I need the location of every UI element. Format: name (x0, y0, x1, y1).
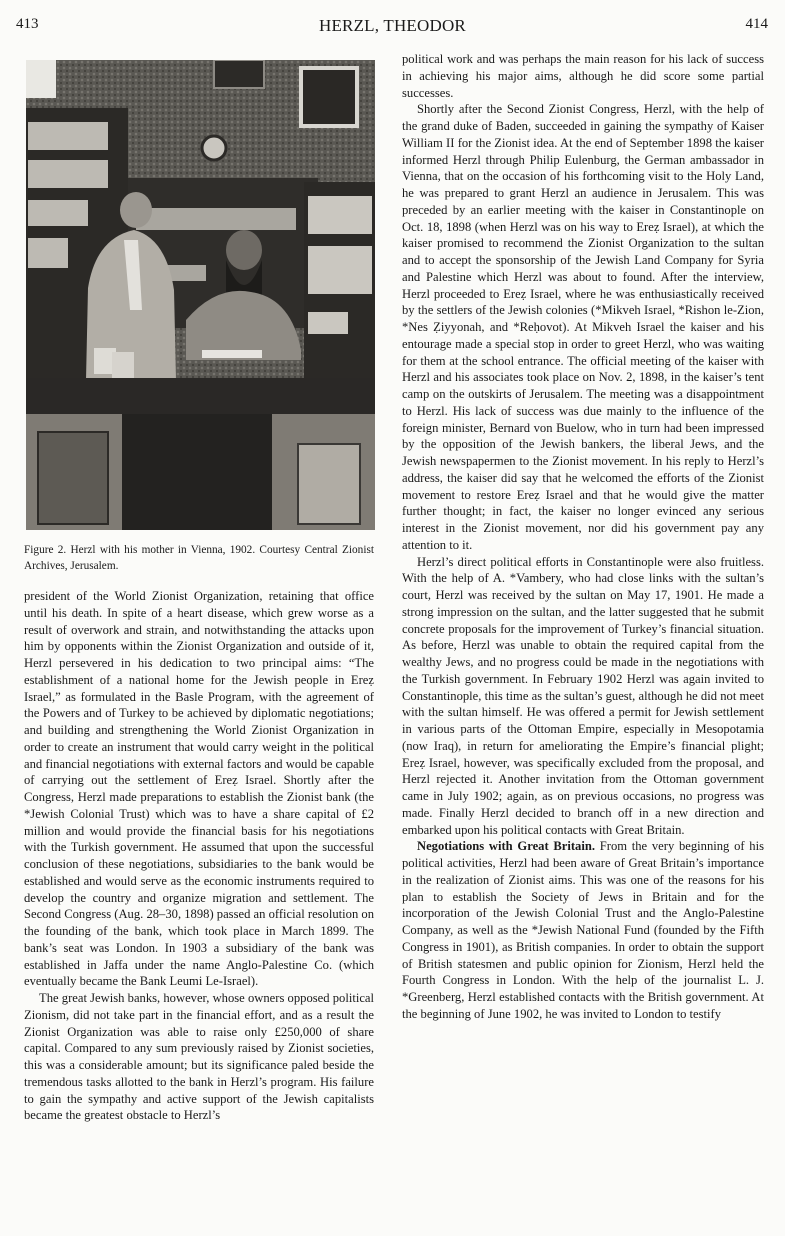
section-paragraph (402, 838, 764, 1022)
photo-herzl-with-mother (26, 60, 375, 530)
section-text: From the very beginning of his political activities, Herzl had been aware of Great Britain’s importance in the realization of Zionist aims. This was one of the reasons for his plan to establish the Society of Jews in Britain and for the incorporation of the Jewish Colonial Trust and the Anglo-Palestine Company, as well as the *Jewish National Fund (founded by the Fifth Congress in 1901), as British companies. In order to obtain the support of British statesmen and public opinion for Zionism, Herzl held the Fourth Congress in London. With the help of the journalist L. J. *Greenberg, Herzl established contacts with the British government. At the beginning of June 1902, he was invited to London to testify (402, 839, 764, 1021)
page-number-right: 414 (745, 16, 768, 32)
page-number-left: 413 (16, 16, 39, 32)
paragraph: The great Jewish banks, however, whose owners opposed political Zionism, did not take part in the financial effort, and as a result the Zionist Organization was able to raise only £250,000 of share capital. Compared to any sum previously raised by Zionist societies, this was a considerable amount; but its significance paled beside the tremendous tasks allotted to the bank in Herzl’s program. His failure to gain the sympathy and active support of the Jewish capitalists became the greatest obstacle to Herzl’s (24, 991, 374, 1123)
running-head: HERZL, THEODOR (319, 16, 466, 35)
paragraph: political work and was perhaps the main reason for his lack of success in achieving his major aims, although he did score some partial successes. (402, 52, 764, 100)
paragraph: president of the World Zionist Organization, retaining that office until his death. In spite of a heart disease, which grew worse as a result of overwork and strain, and notwithstanding the attacks upon him by opponents within the Zionist Organization and outside of it, Herzl persevered in his dedication to two principal aims: “The establishment of a national home for the Jewish people in Ereẓ Israel,” as formulated in the Basle Program, with the agreement of the Powers and of Turkey to be achieved by diplomatic negotiations; and building and strengthening the World Zionist Organization in order to create an instrument that would carry weight in the political and financial negotiations with external factors and would be capable of carrying out the settlement of Ereẓ Israel. Shortly after the Congress, Herzl made preparations to establish the Zionist bank (the *Jewish Colonial Trust) which was to have a share capital of £2 million and would provide the financial basis for his negotiations with the Turkish government. He assumed that upon the successful conclusion of these negotiations, subsidiaries to the bank would be established and would serve as the economic instruments required to develop the country and organize migration and settlement. The Second Congress (Aug. 28–30, 1898) passed an official resolution on the founding of the bank, which took place in March 1899. The bank’s seat was London. In 1903 a subsidiary of the bank was established in Jaffa under the name Anglo-Palestine Co. (which eventually became the Bank Leumi Le-Israel). (24, 589, 374, 989)
section-heading: Negotiations with Great Britain. (417, 839, 596, 854)
figure-photograph (26, 60, 375, 530)
paragraph: Herzl’s direct political efforts in Constantinople were also fruitless. With the help of A. *Vambery, who had close links with the sultan’s court, Herzl was received by the sultan on May 17, 1901. He made a strong impression on the sultan, and the latter suggested that he submit concrete proposals for the improvement of Turkey’s financial situation. As before, Herzl was unable to obtain the required capital from the wealthy Jews, and no progress could be made in the negotiations with the Turkish government. In February 1902 Herzl was again invited to Constantinople, this time as the sultan’s guest, although he did not meet with the sultan himself. He was offered a permit for Jewish settlement in various parts of the Ottoman Empire, especially in Mesopotamia (now Iraq), in return for ameliorating the Empire’s financial plight; Ereẓ Israel, however, was specifically excluded from the proposal, and Herzl rejected it. Another invitation from the Ottoman government came in July 1902; again, as on previous occasions, no progress was made. Finally Herzl decided to branch off in a new direction and embarked upon his political contacts with Great Britain. (402, 554, 764, 837)
right-column (402, 51, 764, 1023)
left-column (24, 588, 374, 1124)
figure-caption: Figure 2. Herzl with his mother in Vienna, 1902. Courtesy Central Zionist Archives, Jerusalem. (24, 544, 374, 572)
paragraph: Shortly after the Second Zionist Congress, Herzl, with the help of the grand duke of Baden, succeeded in gaining the sympathy of Kaiser William II for the Zionist idea. At the end of September 1898 the kaiser informed Herzl through Philip Eulenburg, the German ambassador in Vienna, that on the occasion of his forthcoming visit to the Holy Land, he was prepared to grant Herzl an audience in Jerusalem. This was preceded by an earlier meeting with the kaiser in Constantinople on Oct. 18, 1898 (when Herzl was on his way to Ereẓ Israel), at which the kaiser promised to recommend the Zionist Organization to the sultan and to accept the sponsorship of the Jewish Land Company for Syria and Palestine which Herzl was about to found. After the interview, Herzl proceeded to Ereẓ Israel, where he was enthusiastically received by the settlers of the Jewish colonies (*Mikveh Israel, *Rishon le-Zion, *Nes Ẓiyyonah, and *Reḥovot). At Mikveh Israel the kaiser and his entourage made a special stop in order to greet Herzl, who was waiting for them at the school entrance. The official meeting of the kaiser with Herzl and his associates took place on Nov. 2, 1898, in the kaiser’s tent camp on the outskirts of Jerusalem. The meeting was a disappointment to Herzl. His lack of success was due mainly to the influence of the foreign minister, Bernard von Buelow, who in turn had been impressed by the opposition of the Jewish bankers, the liberal Jews, and the Jewish newspapermen to the Zionist movement. In his reply to Herzl’s address, the kaiser did say that he welcomed the efforts of the Zionist movement to restore Ereẓ Israel and that he would give the matter further thought; in fact, the kaiser no longer evinced any serious interest in the Zionist movement, nor did his government pay any attention to it. (402, 102, 764, 552)
page-header (0, 16, 785, 40)
